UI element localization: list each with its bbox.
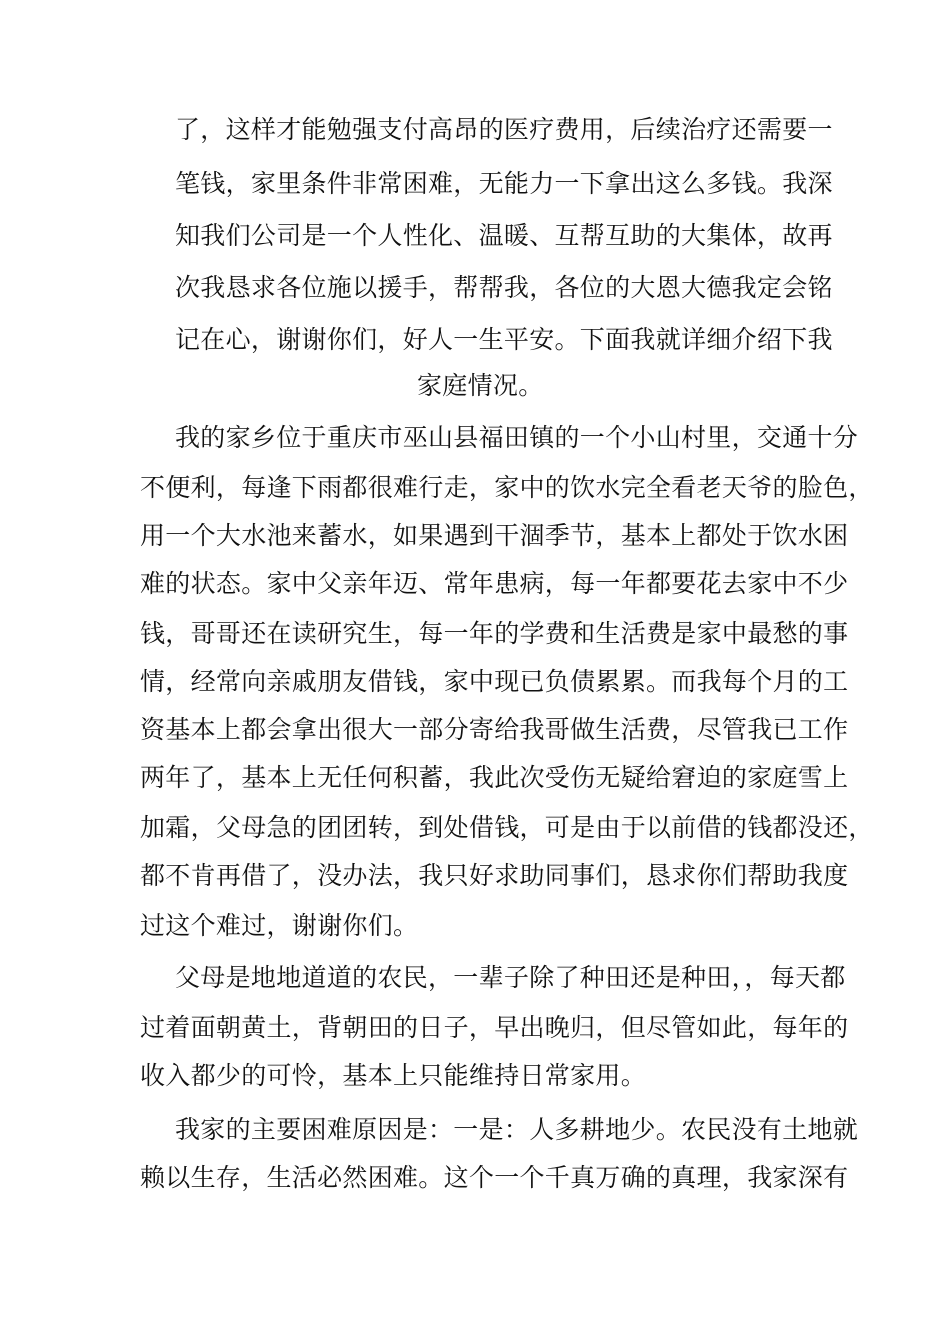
paragraph1-line-3: 用一个大水池来蓄水，如果遇到干涸季节，基本上都处于饮水困 [140,521,849,550]
paragraph1-line-9: 加霜，父母急的团团转，到处借钱，可是由于以前借的钱都没还， [140,813,874,842]
paragraph2-line-2: 过着面朝黄土，背朝田的日子，早出晚归，但尽管如此，每年的 [140,1013,849,1042]
intro-line-6: 家庭情况。 [417,371,544,400]
intro-line-4: 次我恳求各位施以援手，帮帮我，各位的大恩大德我定会铭 [175,273,833,302]
paragraph1-line-10: 都不肯再借了，没办法，我只好求助同事们，恳求你们帮助我度 [140,861,849,890]
paragraph1-line-4: 难的状态。家中父亲年迈、常年患病，每一年都要花去家中不少 [140,569,849,598]
paragraph1-line-1: 我的家乡位于重庆市巫山县福田镇的一个小山村里，交通十分 [175,423,859,452]
intro-line-1: 了，这样才能勉强支付高昂的医疗费用，后续治疗还需要一 [175,115,833,144]
intro-line-3: 知我们公司是一个人性化、温暖、互帮互助的大集体，故再 [175,221,833,250]
paragraph3-line-1: 我家的主要困难原因是：一是：人多耕地少。农民没有土地就 [175,1115,859,1144]
paragraph1-line-2: 不便利，每逢下雨都很难行走，家中的饮水完全看老天爷的脸色， [140,473,874,502]
paragraph2-line-3: 收入都少的可怜，基本上只能维持日常家用。 [140,1061,647,1090]
paragraph1-line-11: 过这个难过，谢谢你们。 [140,911,419,940]
paragraph2-line-1: 父母是地地道道的农民，一辈子除了种田还是种田，，每天都 [175,963,846,992]
paragraph1-line-5: 钱，哥哥还在读研究生，每一年的学费和生活费是家中最愁的事 [140,619,849,648]
paragraph3-line-2: 赖以生存，生活必然困难。这个一个千真万确的真理，我家深有 [140,1163,849,1192]
intro-line-5: 记在心，谢谢你们，好人一生平安。下面我就详细介绍下我 [175,325,833,354]
paragraph1-line-7: 资基本上都会拿出很大一部分寄给我哥做生活费，尽管我已工作 [140,715,849,744]
paragraph1-line-6: 情，经常向亲戚朋友借钱，家中现已负债累累。而我每个月的工 [140,667,849,696]
intro-line-2: 笔钱，家里条件非常困难，无能力一下拿出这么多钱。我深 [175,169,833,198]
paragraph1-line-8: 两年了，基本上无任何积蓄，我此次受伤无疑给窘迫的家庭雪上 [140,763,849,792]
